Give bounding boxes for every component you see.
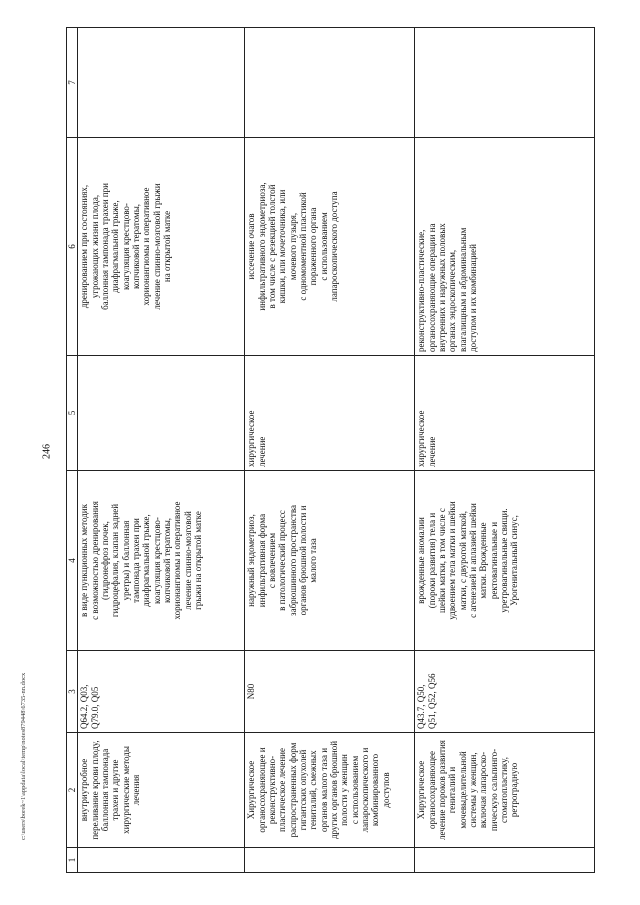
row2-col3: N80 [245, 651, 415, 733]
row2-col1 [245, 848, 415, 873]
row3-col2: Хирургическое органосохраняющее лечение пороков развития гениталий и мочевыделительной системы у женщин, включая лапароско- пическую сальпинго- стоматопластику, ретроградную [415, 733, 595, 848]
header-col-7: 7 [67, 28, 78, 138]
row1-col7 [78, 28, 245, 138]
table-row [245, 28, 415, 873]
row2-col7 [245, 28, 415, 138]
header-col-6: 6 [67, 138, 78, 356]
row1-col5 [78, 356, 245, 471]
row3-col1 [415, 848, 595, 873]
rotated-table-container [66, 28, 594, 873]
row3-col7 [415, 28, 595, 138]
header-col-1: 1 [67, 848, 78, 873]
row3-col6: реконструктивно-пластические, органосохраняющие операции на внутренних и наружных половых органах эндоскопическим, влагалищным и абдоминальным доступом и их комбинацией [415, 138, 595, 356]
row2-col6: иссечение очагов инфильтративного эндометриоза, в том числе с резекцией толстой кишки, или мочеточника, или мочевого пузыря, с одномоментной пластикой пораженного органа с использованием лапароскопического доступа [245, 138, 415, 356]
row2-col5: хирургическое лечение [245, 356, 415, 471]
page-number: 246 [41, 444, 53, 459]
table-row [415, 28, 595, 873]
row2-col2: Хирургическое органосохраняющее и реконструктивно- пластическое лечение распространенных форм гигантских опухолей гениталий, смежных органов малого таза и других органов брюшной полости у женщин с использованием лапароскопического и комбинированного доступов [245, 733, 415, 848]
header-col-3: 3 [67, 651, 78, 733]
row1-col2: внутриутробное переливание крови плоду, баллонная тампонада трахеи и другие хирургические методы лечения [78, 733, 245, 848]
row1-col4: в виде пункционных методик с возможностью дренирования (гидронефроз почек, гидроцефалия, клапан задней уретры) и баллонная тампонада трахеи при диафрагмальной грыже, коагуляция крестцово- копчиковой тератомы, хорионангиомы и оперативное лечение спинно-мозговой грыжи на открытой матке [78, 471, 245, 651]
header-row [67, 28, 78, 873]
footer-file-path: c:\users\borek~1\appdata\local\temp\notes879448\6735-nn.docx [20, 672, 27, 840]
row1-col1 [78, 848, 245, 873]
header-col-2: 2 [67, 733, 78, 848]
row1-col3: Q64.2, Q03, Q79.0, Q05 [78, 651, 245, 733]
header-col-4: 4 [67, 471, 78, 651]
row3-col4: врожденные аномалии (пороки развития) тела и шейки матки, в том числе с удвоением тела матки и шейки матки, с двурогой маткой, с агенезией и аплазией шейки матки. Врожденные ректовагинальные и уретровагинальные свищи. Урогенитальный синус, [415, 471, 595, 651]
row3-col5: хирургическое лечение [415, 356, 595, 471]
table-row [78, 28, 245, 873]
row3-col3: Q43.7, Q50, Q51, Q52, Q56 [415, 651, 595, 733]
header-col-5: 5 [67, 356, 78, 471]
row1-col6: дренированием при состояниях, угрожающих жизни плода, баллонная тампонада трахеи при диафрагмальной грыже, коагуляция крестцово- копчиковой тератомы, хорионангиомы и оперативное лечение спинно-мозговой грыжи на открытой матке [78, 138, 245, 356]
treatment-table [66, 27, 595, 873]
row2-col4: наружный эндометриоз, инфильтративная форма с вовлечением в патологический процесс забрюшинного пространства органов брюшной полости и малого таза [245, 471, 415, 651]
